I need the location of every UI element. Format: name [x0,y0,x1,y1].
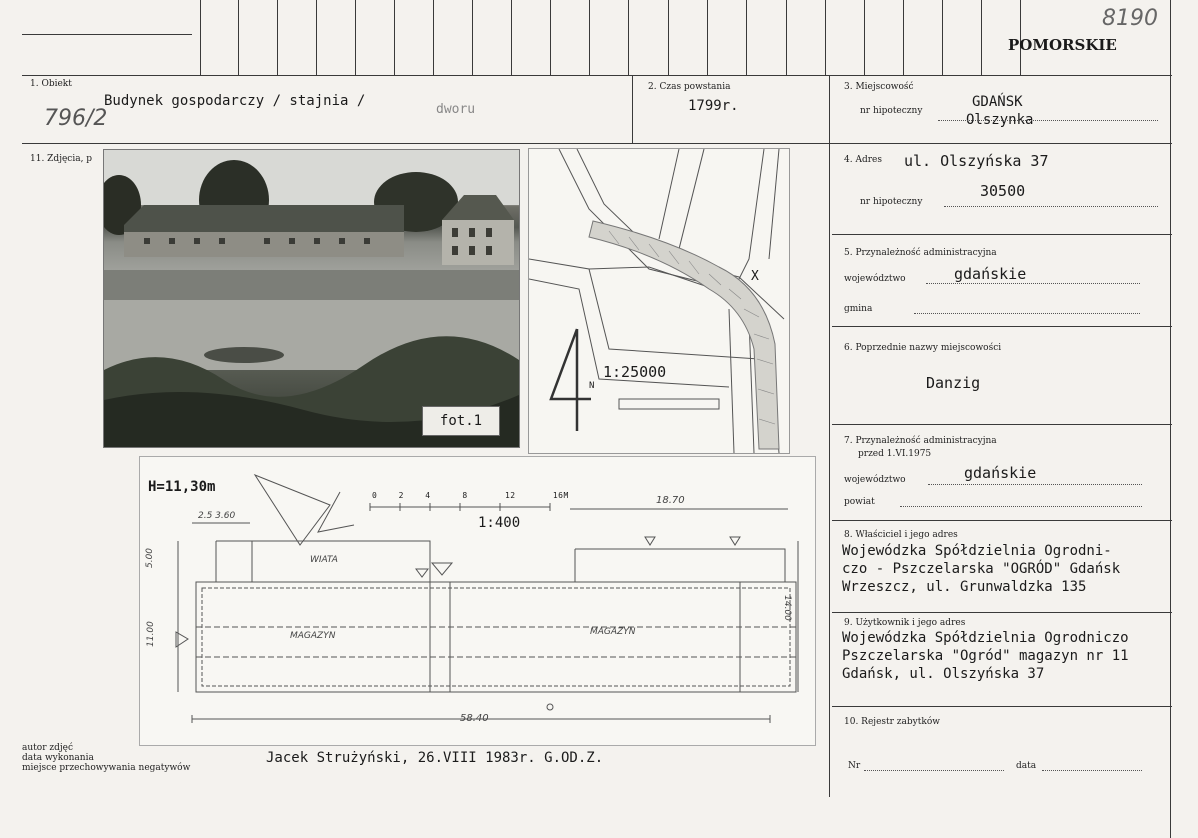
uzytkownik-line-1: Wojewódzka Spółdzielnia Ogrodniczo [842,630,1129,646]
zdjecia-label: 11. Zdjęcia, p [30,154,93,164]
map-scale: 1:25000 [603,363,667,381]
obiekt-number: 796/2 [44,106,108,131]
header-column-line [511,0,512,75]
przynaleznosc-gmina-label: gmina [844,304,873,314]
czas-value: 1799r. [688,98,739,114]
rejestr-label: 10. Rejestr zabytków [844,717,940,727]
uzytkownik-label: 9. Użytkownik i jego adres [844,618,966,628]
wlasciciel-line-2: czo - Pszczelarska "OGRÓD" Gdańsk [842,561,1121,577]
divider-right-column [829,75,830,797]
przynaleznosc-1975-sub-label: przed 1.VI.1975 [858,449,932,459]
footer-value: Jacek Strużyński, 26.VIII 1983r. G.OD.Z. [266,750,604,766]
header-column-line [238,0,239,75]
czas-label: 2. Czas powstania [648,82,731,92]
plan-label-magazyn2: MAGAZYN [590,627,636,637]
adres-sub-label: nr hipoteczny [860,197,923,207]
miejscowosc-value1: GDAŃSK [972,94,1023,110]
rejestr-data-label: data [1016,761,1037,771]
plan-dim-top: 18.70 [656,495,685,506]
footer-label-miejsce: miejsce przechowywania negatywów [22,763,191,773]
miejscowosc-sub-label: nr hipoteczny [860,106,923,116]
header-column-line [1170,0,1171,838]
poprzednie-value: Danzig [926,374,981,392]
photo-caption: fot.1 [422,406,500,436]
przynaleznosc-1975-label: 7. Przynależność administracyjna [844,436,997,446]
floor-plan [139,456,816,746]
adres-street: ul. Olszyńska 37 [904,152,1049,170]
obiekt-value: Budynek gospodarczy / stajnia / [104,93,366,109]
header-rule [22,34,192,35]
header-column-line [707,0,708,75]
header-column-line [589,0,590,75]
header-column-line [825,0,826,75]
header-column-line [200,0,201,75]
header-column-line [316,0,317,75]
poprzednie-label: 6. Poprzednie nazwy miejscowości [844,343,1002,353]
adres-label: 4. Adres [844,155,882,165]
header-column-line [277,0,278,75]
plan-scale-ticks: 0 2 4 8 12 16M [372,491,569,500]
footer-label-autor: autor zdjęć [22,743,74,753]
uzytkownik-line-3: Gdańsk, ul. Olszyńska 37 [842,666,1045,682]
plan-label-wiata: WIATA [310,555,338,565]
plan-dim-bottom: 58.40 [460,713,489,724]
przynaleznosc-label: 5. Przynależność administracyjna [844,248,997,258]
footer-labels [22,743,190,773]
obiekt-label: 1. Obiekt [30,79,72,89]
header-column-line [668,0,669,75]
footer-label-data: data wykonania [22,753,94,763]
header-column-line [550,0,551,75]
przynaleznosc-1975-woj-value: gdańskie [964,464,1037,482]
header-column-line [864,0,865,75]
row-rule-2b [832,143,1172,144]
location-map [528,148,790,454]
wlasciciel-line-1: Wojewódzka Spółdzielnia Ogrodni- [842,543,1112,559]
header-column-line [394,0,395,75]
plan-height: H=11,30m [148,479,216,495]
header-column-line [433,0,434,75]
wlasciciel-label: 8. Właściciel i jego adres [844,530,958,540]
header-column-line [981,0,982,75]
rejestr-nr-label: Nr [848,761,861,771]
map-mark: X [751,269,759,284]
wlasciciel-line-3: Wrzeszcz, ul. Grunwaldzka 135 [842,579,1087,595]
header-column-line [786,0,787,75]
plan-scale: 1:400 [478,515,521,531]
plan-dim-right-v: 14.00 [781,595,792,621]
plan-dim-left: 2.5 3.60 [198,511,236,521]
card-number: 8190 [1102,6,1158,31]
header-column-line [746,0,747,75]
map-north: N [589,381,595,391]
region-label: POMORSKIE [1008,36,1117,54]
row-rule-2 [22,143,832,144]
row-rule-1 [22,75,1172,76]
plan-dim-left-v1: 5.00 [145,547,156,569]
przynaleznosc-woj-label: województwo [844,274,906,284]
uzytkownik-line-2: Pszczelarska "Ogród" magazyn nr 11 [842,648,1129,664]
header-column-line [472,0,473,75]
plan-label-magazyn1: MAGAZYN [290,631,336,641]
miejscowosc-value2: Olszynka [966,112,1034,128]
przynaleznosc-woj-value: gdańskie [954,265,1027,283]
przynaleznosc-1975-powiat-label: powiat [844,497,875,507]
header-column-line [355,0,356,75]
obiekt-suffix: dworu [436,102,476,117]
building-photo [103,149,520,448]
przynaleznosc-1975-woj-label: województwo [844,475,906,485]
header-column-line [942,0,943,75]
divider-1-2 [632,75,633,143]
plan-dim-left-v2: 11.00 [145,621,156,647]
header-column-line [628,0,629,75]
adres-hipoteczny: 30500 [980,182,1026,200]
header-column-line [903,0,904,75]
miejscowosc-label: 3. Miejscowość [844,82,914,92]
